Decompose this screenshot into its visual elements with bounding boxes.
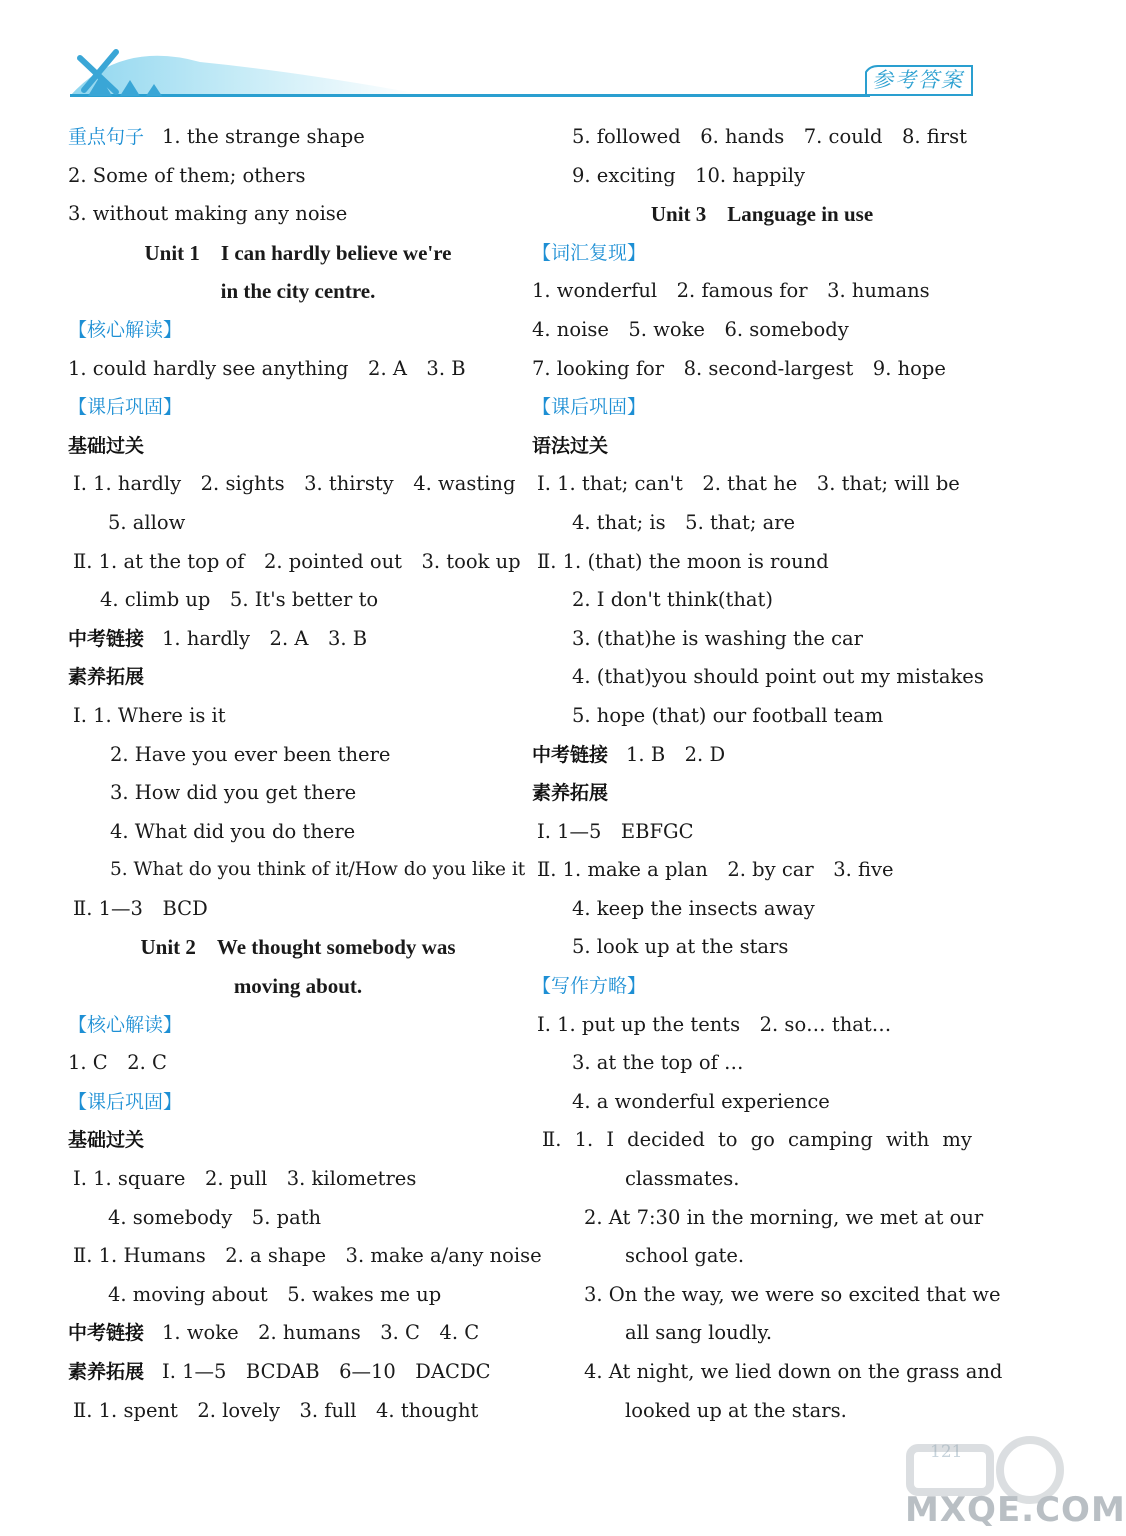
answer-line: 3. (that)he is washing the car [572, 626, 863, 650]
answer-text: 1. woke 2. humans 3. C 4. C [162, 1321, 480, 1345]
answer-line: Ⅱ. 1. spent 2. lovely 3. full 4. thought [73, 1398, 479, 1422]
subheading-basic: 基础过关 [68, 1129, 145, 1152]
answer-line: Ⅰ. 1. hardly 2. sights 3. thirsty 4. wasting [73, 472, 516, 496]
word: 1. [574, 1128, 594, 1152]
key-sentences-heading: 重点句子 [68, 126, 145, 148]
answer-text: Ⅰ. 1—5 BCDAB 6—10 DACDC [162, 1360, 491, 1383]
subheading-expand: 素养拓展 [532, 782, 609, 805]
answer-text: 1. hardly 2. A 3. B [162, 626, 368, 650]
answer-line: 3. at the top of … [572, 1051, 744, 1075]
answer-line: 4. a wonderful experience [572, 1089, 830, 1113]
word: decided [627, 1128, 705, 1152]
answer-line: 5. followed 6. hands 7. could 8. first [572, 125, 967, 148]
answer-line: all sang loudly. [625, 1321, 773, 1345]
answer-line: 4. keep the insects away [572, 896, 815, 920]
unit1-title-cont: in the city centre. [220, 279, 376, 304]
answer-line: 4. climb up 5. It's better to [100, 588, 379, 612]
word: Ⅱ. [542, 1128, 562, 1152]
answer-line: Ⅰ. 1. square 2. pull 3. kilometres [73, 1167, 417, 1191]
subheading-expand: 素养拓展 [68, 666, 145, 689]
answer-line: Ⅰ. 1—5 EBFGC [537, 819, 694, 843]
exam-link-row [68, 1314, 528, 1353]
exam-link-heading: 中考链接 [532, 743, 609, 766]
answer-line: 2. I don't think(that) [572, 588, 773, 612]
word: camping [788, 1128, 873, 1152]
answer-line: 5. look up at the stars [572, 935, 789, 959]
answer-line: Ⅱ. 1—3 BCD [73, 896, 208, 920]
page-number: 121 [930, 1442, 963, 1462]
answer-line: 2. Some of them; others [68, 163, 306, 187]
section-heading-vocab: 【词汇复现】 [532, 241, 647, 264]
expand-heading: 素养拓展 [68, 1361, 145, 1383]
answer-line: 1. wonderful 2. famous for 3. humans [532, 279, 930, 303]
answer-line: 4. noise 5. woke 6. somebody [532, 317, 849, 341]
subheading-grammar: 语法过关 [532, 434, 609, 457]
answer-line: 4. (that)you should point out my mistakes [572, 665, 984, 689]
unit1-title: Unit 1 I can hardly believe we're [144, 240, 452, 265]
section-heading-core: 【核心解读】 [68, 1013, 183, 1036]
expand-row [68, 1353, 528, 1392]
answer-line: 4. What did you do there [110, 819, 356, 843]
answer-line: 4. moving about 5. wakes me up [108, 1282, 442, 1306]
key-sentences-row [68, 118, 528, 157]
answer-line: 5. What do you think of it/How do you like it [110, 859, 526, 881]
unit2-title: Unit 2 We thought somebody was [140, 935, 456, 960]
answer-line: school gate. [625, 1244, 745, 1268]
answer-line: looked up at the stars. [625, 1398, 847, 1422]
answer-line: Ⅰ. 1. that; can't 2. that he 3. that; will be [537, 472, 960, 496]
unit2-title-cont: moving about. [233, 974, 363, 999]
exam-link-row [532, 736, 992, 775]
answer-line: Ⅰ. 1. Where is it [73, 703, 226, 727]
exam-link-heading: 中考链接 [68, 1322, 145, 1345]
answer-text: 1. the strange shape [162, 125, 365, 148]
answer-line: 3. without making any noise [68, 202, 348, 226]
word: my [942, 1128, 972, 1152]
section-heading-core: 【核心解读】 [68, 318, 183, 341]
unit3-title: Unit 3 Language in use [650, 202, 874, 227]
answer-line: Ⅱ. 1. at the top of 2. pointed out 3. took up [73, 549, 521, 573]
section-heading-writing: 【写作方略】 [532, 975, 647, 998]
watermark-text: MXQE.COM [905, 1490, 1126, 1530]
word: to [717, 1128, 738, 1152]
answer-line: 3. How did you get there [110, 781, 357, 805]
answer-line: Ⅱ. 1. Humans 2. a shape 3. make a/any noise [73, 1244, 542, 1268]
subheading-basic: 基础过关 [68, 434, 145, 457]
answer-line: 7. looking for 8. second-largest 9. hope [532, 356, 946, 380]
answer-line: 2. Have you ever been there [110, 742, 391, 766]
word: go [750, 1128, 775, 1152]
answer-line: Ⅰ. 1. put up the tents 2. so… that… [537, 1012, 892, 1036]
section-heading-consolidate: 【课后巩固】 [68, 1090, 183, 1113]
left-column [68, 118, 542, 1430]
exam-link-heading: 中考链接 [68, 627, 145, 650]
answer-line: 5. allow [108, 510, 186, 534]
answer-line: 4. somebody 5. path [108, 1205, 322, 1229]
answer-line: 2. At 7:30 in the morning, we met at our [584, 1205, 984, 1229]
section-heading-consolidate: 【课后巩固】 [532, 396, 647, 419]
answer-line: Ⅱ. 1. (that) the moon is round [537, 549, 829, 573]
right-column [532, 118, 1003, 1430]
section-label: 参考答案 [872, 68, 964, 92]
answer-text: 1. B 2. D [626, 742, 726, 766]
answer-line: 1. could hardly see anything 2. A 3. B [68, 356, 466, 380]
word: I [606, 1128, 615, 1152]
answer-line: 4. that; is 5. that; are [572, 510, 796, 534]
justified-answer-line [532, 1121, 992, 1160]
answer-line: 9. exciting 10. happily [572, 163, 805, 187]
section-heading-consolidate: 【课后巩固】 [68, 396, 183, 419]
answer-line: Ⅱ. 1. make a plan 2. by car 3. five [537, 858, 894, 882]
exam-link-row [68, 620, 528, 659]
answer-line: 1. C 2. C [68, 1051, 167, 1075]
answer-line: classmates. [625, 1167, 740, 1191]
answer-line: 5. hope (that) our football team [572, 703, 884, 727]
answer-line: 4. At night, we lied down on the grass and [584, 1360, 1003, 1383]
answer-line: 3. On the way, we were so excited that we [584, 1282, 1001, 1306]
word: with [885, 1128, 930, 1152]
page-header [0, 0, 1074, 110]
